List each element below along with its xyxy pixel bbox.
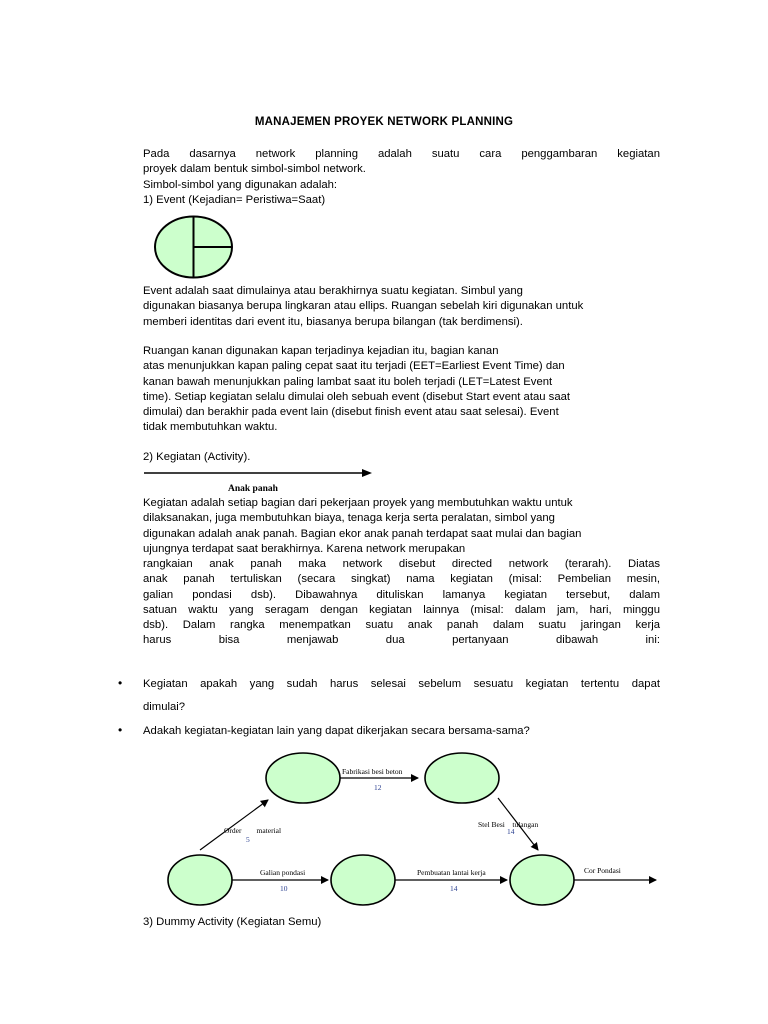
text-line: digunakan adalah anak panah. Bagian ekor anak panah terdapat saat mulai dan bagian — [143, 527, 582, 540]
text-line: digunakan biasanya berupa lingkaran atau ellips. Ruangan sebelah kiri digunakan untuk — [143, 300, 584, 313]
text-line: dsb). Dalam rangka menempatkan suatu anak panah dalam suatu jaringan kerja — [143, 619, 660, 632]
duration-lantai: 14 — [450, 884, 458, 893]
arrow-caption: Anak panah — [228, 484, 278, 494]
bullet-marker: • — [118, 723, 123, 737]
bullet-item-2: Adakah kegiatan-kegiatan lain yang dapat dikerjakan secara bersama-sama? — [143, 725, 530, 737]
arrow-head — [362, 469, 372, 477]
activity-paragraph-b — [143, 557, 660, 649]
label-lantai: Pembuatan lantai kerja — [417, 868, 486, 877]
text-line: memberi identitas dari event itu, biasanya berupa bilangan (tak berdimensi). — [143, 315, 523, 328]
text-line: satuan waktu yang seragam dengan kegiatan lainnya (misal: dalam jam, hari, minggu — [143, 603, 660, 616]
text-line: Simbol-simbol yang digunakan adalah: — [143, 178, 338, 191]
text-line: Ruangan kanan digunakan kapan terjadinya kejadian itu, bagian kanan — [143, 345, 499, 357]
text-line: time). Setiap kegiatan selalu dimulai oleh sebuah event (disebut Start event atau saat — [143, 390, 571, 403]
bullet-item-1-continuation: dimulai? — [143, 701, 186, 713]
text-line: ujungnya terdapat saat berakhirnya. Karena network merupakan — [143, 542, 466, 555]
text-line: rangkaian anak panah maka network disebut directed network (terarah). Diatas — [143, 558, 660, 570]
text-line: galian pondasi dsb). Dibawahnya dituliskan lamanya kegiatan tersebut, dalam — [143, 588, 660, 601]
event-heading: 1) Event (Kejadian= Peristiwa=Saat) — [143, 193, 326, 206]
bullet-marker: • — [118, 676, 123, 690]
text-line: kanan bawah menunjukkan paling lambat saat itu boleh terjadi (LET=Latest Event — [143, 375, 553, 388]
page-title: MANAJEMEN PROYEK NETWORK PLANNING — [254, 116, 514, 128]
activity-paragraph-a — [143, 496, 663, 557]
duration-galian: 10 — [280, 884, 288, 893]
label-order: Order material — [224, 826, 282, 835]
duration-order: 5 — [246, 835, 250, 844]
activity-arrow — [143, 466, 375, 480]
text-line: Kegiatan adalah setiap bagian dari pekerjaan proyek yang membutuhkan waktu untuk — [143, 497, 573, 509]
node-bottom-3 — [510, 855, 574, 905]
text-line: harus bisa menjawab dua pertanyaan dibawah ini: — [143, 634, 660, 647]
network-diagram — [160, 750, 660, 915]
node-top-right — [425, 753, 499, 803]
text-line: atas menunjukkan kapan paling cepat saat itu terjadi (EET=Earliest Event Time) dan — [143, 360, 565, 373]
event-symbol — [150, 212, 240, 280]
text-line: dimulai) dan berakhir pada event lain (disebut finish event atau saat selesai). Event — [143, 406, 559, 419]
label-galian: Galian pondasi — [260, 868, 306, 877]
event-paragraph-2 — [143, 344, 663, 436]
label-stel: Stel Besi tulangan — [478, 820, 539, 829]
label-fabrikasi: Fabrikasi besi beton — [342, 767, 403, 776]
activity-heading: 2) Kegiatan (Activity). — [143, 451, 251, 463]
duration-stel: 14 — [507, 827, 515, 836]
text-line: Event adalah saat dimulainya atau berakhirnya suatu kegiatan. Simbul yang — [143, 285, 523, 297]
label-cor: Cor Pondasi — [584, 866, 621, 875]
node-bottom-2 — [331, 855, 395, 905]
bullet-item-1: Kegiatan apakah yang sudah harus selesai sebelum sesuatu kegiatan tertentu dapat — [143, 678, 660, 690]
edge-order — [200, 800, 268, 850]
text-line: dilaksanakan, juga membutuhkan biaya, tenaga kerja serta peralatan, simbol yang — [143, 512, 555, 525]
duration-fabrikasi: 12 — [374, 783, 382, 792]
text-line: Pada dasarnya network planning adalah suatu cara penggambaran kegiatan — [143, 148, 660, 160]
node-top-left — [266, 753, 340, 803]
text-line: anak panah tertuliskan (secara singkat) nama kegiatan (misal: Pembelian mesin, — [143, 573, 660, 586]
event-paragraph-1 — [143, 284, 663, 330]
dummy-heading: 3) Dummy Activity (Kegiatan Semu) — [143, 916, 322, 928]
node-bottom-1 — [168, 855, 232, 905]
text-line: tidak membutuhkan waktu. — [143, 421, 278, 434]
text-line: proyek dalam bentuk simbol-simbol network. — [143, 163, 366, 176]
intro-paragraph — [143, 147, 660, 208]
